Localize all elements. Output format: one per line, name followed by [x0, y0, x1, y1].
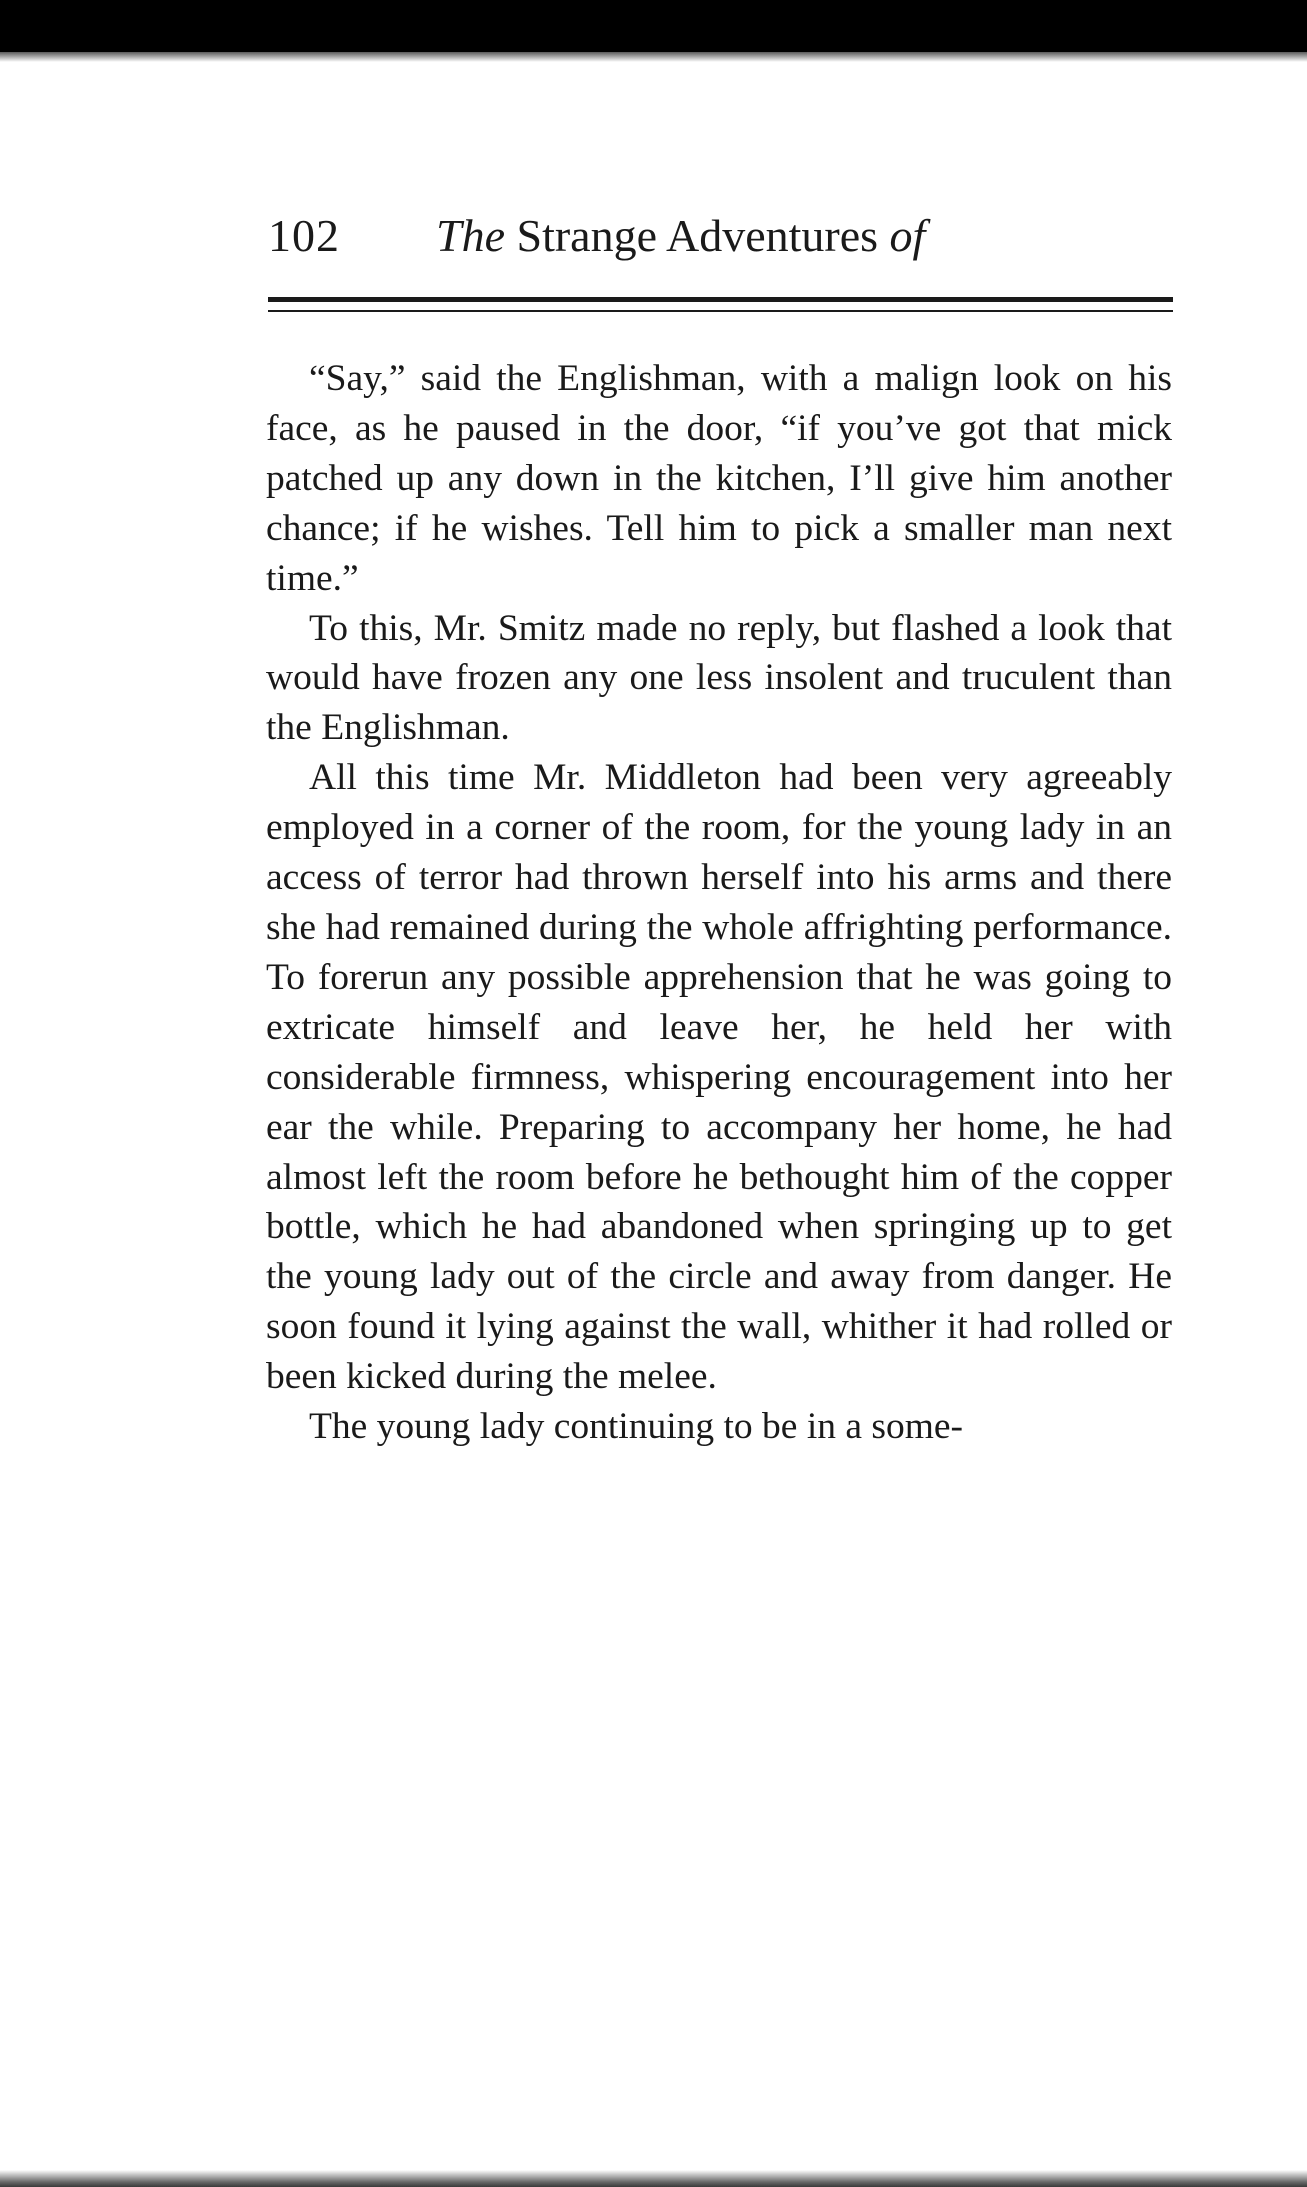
paragraph: All this time Mr. Middleton had been very agreeably employed in a corner of the room, for the young lady in an access of terror had thrown herself into his arms and there she had remained during the whole affrighting performance. To forerun any possible apprehension that he was going to extricate himself and leave her, he held her with considerable firmness, whispering encouragement into her ear the while. Preparing to accompany her home, he had almost left the room before he bethought him of the copper bottle, which he had abandoned when springing up to get the young lady out of the circle and away from danger. He soon found it lying against the wall, whither it had rolled or been kicked during the melee. — [266, 757, 1172, 1398]
header-rule-thick — [268, 297, 1173, 302]
paragraph: “Say,” said the Englishman, with a malign look on his face, as he paused in the door, “if you’ve got that mick patched up any down in the kitchen, I’ll give him another chance; if he wishes. Tell him to pick a smaller man next time.” — [266, 358, 1172, 599]
page-header — [268, 206, 1173, 266]
running-head — [436, 206, 925, 266]
running-head-prefix: The — [436, 210, 505, 261]
running-head-main: Strange Adventures — [516, 210, 879, 261]
scan-bottom-edge — [0, 2170, 1307, 2187]
body-text — [266, 354, 1172, 1452]
paragraph: To this, Mr. Smitz made no reply, but flashed a look that would have frozen any one less insolent and truculent than the Englishman. — [266, 607, 1172, 749]
paragraph: The young lady continuing to be in a some- — [309, 1406, 964, 1448]
scan-top-border — [0, 0, 1307, 52]
header-rule-thin — [268, 310, 1173, 312]
scan-top-shadow — [0, 52, 1307, 62]
running-head-suffix: of — [889, 210, 926, 261]
page-number: 102 — [268, 210, 340, 261]
